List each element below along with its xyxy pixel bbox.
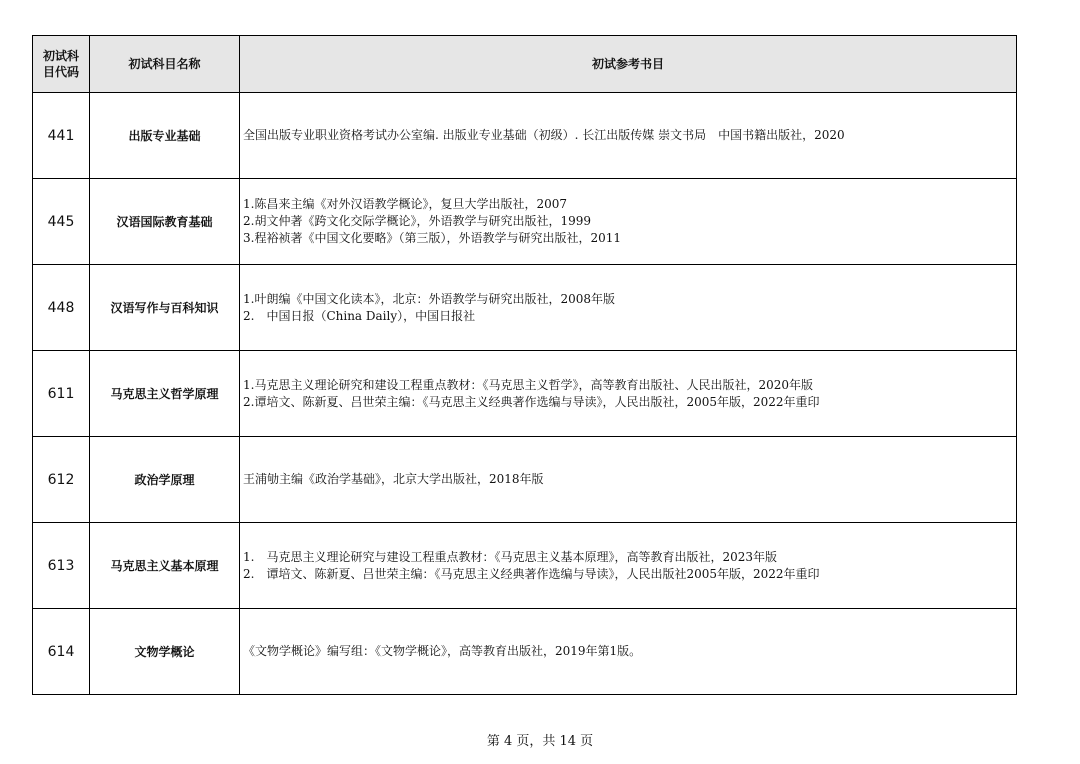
subject-name-cell: 政治学原理 [90, 437, 240, 523]
header-reference-books-label: 初试参考书目 [591, 57, 664, 71]
table-row [33, 93, 1017, 179]
reference-book-line: 王浦劬主编《政治学基础》，北京大学出版社，2018年版 [243, 472, 544, 486]
subject-code-cell: 441 [33, 93, 90, 179]
subject-name-cell: 文物学概论 [90, 609, 240, 695]
subject-name-cell: 马克思主义基本原理 [90, 523, 240, 609]
table-body [33, 93, 1017, 695]
table-row [33, 523, 1017, 609]
reference-books-cell [240, 351, 1017, 437]
header-subject-name [90, 36, 240, 93]
subject-name-cell: 马克思主义哲学原理 [90, 351, 240, 437]
reference-book-line: 2. 中国日报（China Daily），中国日报社 [243, 308, 476, 323]
reference-books-cell [240, 609, 1017, 695]
table-header-row [33, 36, 1017, 93]
subject-code-cell: 445 [33, 179, 90, 265]
subject-code-cell: 612 [33, 437, 90, 523]
reference-books-cell [240, 437, 1017, 523]
reference-book-line: 1.叶朗编《中国文化读本》，北京：外语教学与研究出版社，2008年版 [243, 291, 615, 306]
reference-book-line: 2. 谭培文、陈新夏、吕世荣主编：《马克思主义经典著作选编与导读》，人民出版社2005年版，2022年重印 [243, 566, 820, 581]
reference-book-table [32, 35, 1017, 695]
reference-book-line: 1.陈昌来主编《对外汉语教学概论》，复旦大学出版社，2007 [243, 197, 567, 211]
subject-code-cell: 611 [33, 351, 90, 437]
header-subject-name-label: 初试科目名称 [128, 57, 201, 71]
header-subject-code [33, 36, 90, 93]
page-number-footer: 第 4 页，共 14 页 [486, 734, 594, 749]
header-subject-code-label: 初试科目代码 [42, 49, 79, 79]
subject-name-cell: 出版专业基础 [90, 93, 240, 179]
reference-book-line: 1.马克思主义理论研究和建设工程重点教材：《马克思主义哲学》，高等教育出版社、人民出版社，2020年版 [243, 377, 813, 392]
reference-book-line: 1. 马克思主义理论研究与建设工程重点教材：《马克思主义基本原理》，高等教育出版社，2023年版 [243, 549, 777, 564]
table-row [33, 609, 1017, 695]
reference-book-line: 2.胡文仲著《跨文化交际学概论》，外语教学与研究出版社，1999 [243, 214, 591, 228]
reference-books-cell [240, 523, 1017, 609]
table-row [33, 437, 1017, 523]
subject-code-cell: 613 [33, 523, 90, 609]
reference-book-line: 《文物学概论》编写组：《文物学概论》，高等教育出版社，2019年第1版。 [243, 644, 642, 658]
header-reference-books [240, 36, 1017, 93]
table-row [33, 265, 1017, 351]
reference-books-cell [240, 179, 1017, 265]
reference-book-line: 全国出版专业职业资格考试办公室编. 出版业专业基础（初级）. 长江出版传媒 崇文书局 中国书籍出版社，2020 [243, 128, 845, 142]
reference-books-cell [240, 93, 1017, 179]
table-row [33, 179, 1017, 265]
reference-book-line: 3.程裕祯著《中国文化要略》（第三版），外语教学与研究出版社，2011 [243, 231, 621, 245]
reference-book-line: 2.谭培文、陈新夏、吕世荣主编：《马克思主义经典著作选编与导读》，人民出版社，2005年版，2022年重印 [243, 394, 820, 409]
subject-code-cell: 448 [33, 265, 90, 351]
reference-books-cell [240, 265, 1017, 351]
subject-code-cell: 614 [33, 609, 90, 695]
subject-name-cell: 汉语写作与百科知识 [90, 265, 240, 351]
table-row [33, 351, 1017, 437]
subject-name-cell: 汉语国际教育基础 [90, 179, 240, 265]
